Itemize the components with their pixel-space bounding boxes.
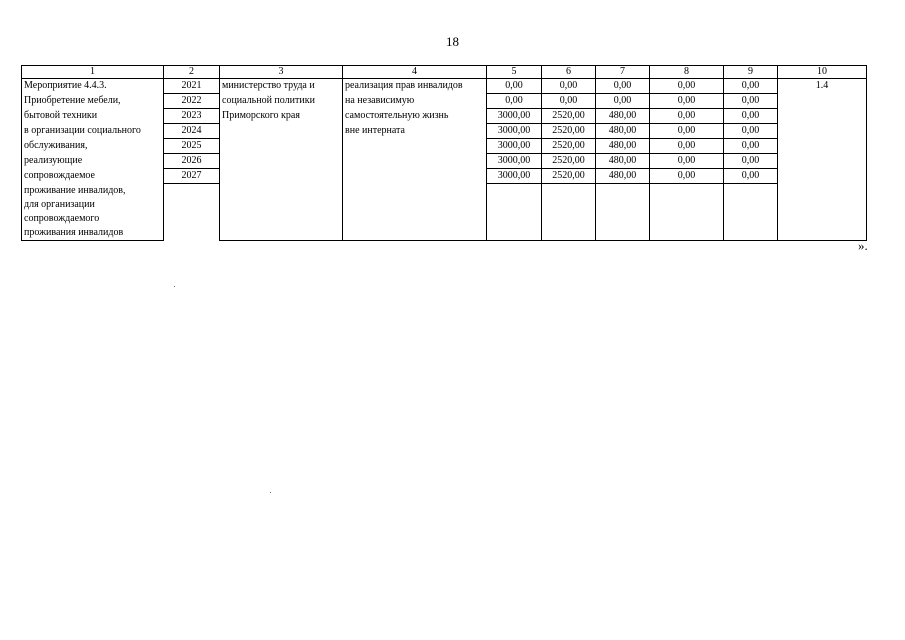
amount-cell-c9 [724, 212, 778, 226]
amount-cell-c8 [650, 212, 724, 226]
amount-cell-c6: 2520,00 [542, 124, 596, 139]
executor-line [220, 212, 343, 226]
program-measures-table [21, 65, 867, 241]
indicator-cell [778, 198, 867, 212]
indicator-cell: 1.4 [778, 79, 867, 94]
executor-line [220, 124, 343, 139]
amount-cell-c7: 0,00 [596, 94, 650, 109]
measure-description-line: в организации социального [22, 124, 164, 139]
result-line [343, 184, 487, 199]
table-row [22, 94, 867, 109]
amount-cell-c7 [596, 212, 650, 226]
amount-cell-c9: 0,00 [724, 94, 778, 109]
amount-cell-c5: 0,00 [487, 79, 542, 94]
column-header: 1 [22, 66, 164, 79]
year-cell [164, 184, 220, 199]
executor-line [220, 184, 343, 199]
result-line [343, 169, 487, 184]
year-cell: 2023 [164, 109, 220, 124]
table-body [22, 79, 867, 241]
indicator-cell [778, 139, 867, 154]
table-row [22, 226, 867, 241]
amount-cell-c8 [650, 226, 724, 241]
result-line: самостоятельную жизнь [343, 109, 487, 124]
table-row [22, 198, 867, 212]
year-cell: 2027 [164, 169, 220, 184]
year-cell [164, 212, 220, 226]
column-header: 8 [650, 66, 724, 79]
amount-cell-c5: 3000,00 [487, 139, 542, 154]
measure-description-line: обслуживания, [22, 139, 164, 154]
executor-line: социальной политики [220, 94, 343, 109]
amount-cell-c6 [542, 198, 596, 212]
amount-cell-c5 [487, 184, 542, 199]
result-line: вне интерната [343, 124, 487, 139]
amount-cell-c6: 2520,00 [542, 139, 596, 154]
amount-cell-c9 [724, 198, 778, 212]
indicator-cell [778, 184, 867, 199]
measure-description-line: сопровождаемого [22, 212, 164, 226]
indicator-cell [778, 154, 867, 169]
amount-cell-c8: 0,00 [650, 94, 724, 109]
result-line [343, 212, 487, 226]
indicator-cell [778, 212, 867, 226]
indicator-cell [778, 169, 867, 184]
column-header: 7 [596, 66, 650, 79]
amount-cell-c6: 0,00 [542, 79, 596, 94]
executor-line [220, 198, 343, 212]
indicator-cell [778, 226, 867, 241]
year-cell [164, 226, 220, 241]
executor-line: министерство труда и [220, 79, 343, 94]
table-row [22, 79, 867, 94]
measure-description-line: бытовой техники [22, 109, 164, 124]
executor-line [220, 139, 343, 154]
column-header: 5 [487, 66, 542, 79]
amount-cell-c9: 0,00 [724, 124, 778, 139]
amount-cell-c8: 0,00 [650, 109, 724, 124]
measure-description-line: проживания инвалидов [22, 226, 164, 241]
indicator-cell [778, 94, 867, 109]
executor-line [220, 226, 343, 241]
amount-cell-c7 [596, 198, 650, 212]
year-cell: 2021 [164, 79, 220, 94]
measure-description-line: проживание инвалидов, [22, 184, 164, 199]
year-cell: 2026 [164, 154, 220, 169]
result-line [343, 154, 487, 169]
column-header: 10 [778, 66, 867, 79]
amount-cell-c6: 2520,00 [542, 154, 596, 169]
indicator-cell [778, 124, 867, 139]
column-header: 4 [343, 66, 487, 79]
result-line [343, 198, 487, 212]
amount-cell-c5 [487, 198, 542, 212]
amount-cell-c6: 0,00 [542, 94, 596, 109]
executor-line: Приморского края [220, 109, 343, 124]
amount-cell-c9: 0,00 [724, 154, 778, 169]
page-number: 18 [446, 34, 459, 49]
measure-description-line: реализующие [22, 154, 164, 169]
amount-cell-c7: 480,00 [596, 154, 650, 169]
year-cell: 2022 [164, 94, 220, 109]
amount-cell-c7: 0,00 [596, 79, 650, 94]
amount-cell-c5 [487, 212, 542, 226]
amount-cell-c8: 0,00 [650, 124, 724, 139]
year-cell [164, 198, 220, 212]
executor-line [220, 169, 343, 184]
amount-cell-c9: 0,00 [724, 139, 778, 154]
amount-cell-c9 [724, 184, 778, 199]
column-header: 2 [164, 66, 220, 79]
table-row [22, 154, 867, 169]
amount-cell-c9: 0,00 [724, 79, 778, 94]
table-row [22, 124, 867, 139]
amount-cell-c7 [596, 184, 650, 199]
year-cell: 2024 [164, 124, 220, 139]
amount-cell-c5: 3000,00 [487, 154, 542, 169]
amount-cell-c9: 0,00 [724, 169, 778, 184]
measure-description-line: для организации [22, 198, 164, 212]
header-row [22, 66, 867, 79]
amount-cell-c6 [542, 184, 596, 199]
table-row [22, 139, 867, 154]
amount-cell-c7: 480,00 [596, 124, 650, 139]
amount-cell-c6 [542, 226, 596, 241]
executor-line [220, 154, 343, 169]
column-header: 9 [724, 66, 778, 79]
indicator-cell [778, 109, 867, 124]
scan-speck [270, 492, 271, 493]
result-line: на независимую [343, 94, 487, 109]
table-row [22, 212, 867, 226]
column-header: 6 [542, 66, 596, 79]
closing-mark: ». [858, 238, 868, 253]
measure-description-line: сопровождаемое [22, 169, 164, 184]
amount-cell-c6 [542, 212, 596, 226]
result-line [343, 226, 487, 241]
amount-cell-c8: 0,00 [650, 139, 724, 154]
amount-cell-c8: 0,00 [650, 79, 724, 94]
table-row [22, 169, 867, 184]
amount-cell-c8 [650, 184, 724, 199]
amount-cell-c7: 480,00 [596, 169, 650, 184]
amount-cell-c8: 0,00 [650, 154, 724, 169]
amount-cell-c5: 0,00 [487, 94, 542, 109]
column-header: 3 [220, 66, 343, 79]
scan-speck [174, 286, 175, 287]
amount-cell-c5: 3000,00 [487, 169, 542, 184]
amount-cell-c5 [487, 226, 542, 241]
amount-cell-c7: 480,00 [596, 109, 650, 124]
amount-cell-c8: 0,00 [650, 169, 724, 184]
table-row [22, 109, 867, 124]
amount-cell-c5: 3000,00 [487, 109, 542, 124]
amount-cell-c6: 2520,00 [542, 169, 596, 184]
measure-description-line: Мероприятие 4.4.3. [22, 79, 164, 94]
result-line: реализация прав инвалидов [343, 79, 487, 94]
amount-cell-c9: 0,00 [724, 109, 778, 124]
result-line [343, 139, 487, 154]
table-row [22, 184, 867, 199]
amount-cell-c5: 3000,00 [487, 124, 542, 139]
measure-description-line: Приобретение мебели, [22, 94, 164, 109]
amount-cell-c8 [650, 198, 724, 212]
year-cell: 2025 [164, 139, 220, 154]
amount-cell-c7: 480,00 [596, 139, 650, 154]
amount-cell-c7 [596, 226, 650, 241]
amount-cell-c6: 2520,00 [542, 109, 596, 124]
amount-cell-c9 [724, 226, 778, 241]
